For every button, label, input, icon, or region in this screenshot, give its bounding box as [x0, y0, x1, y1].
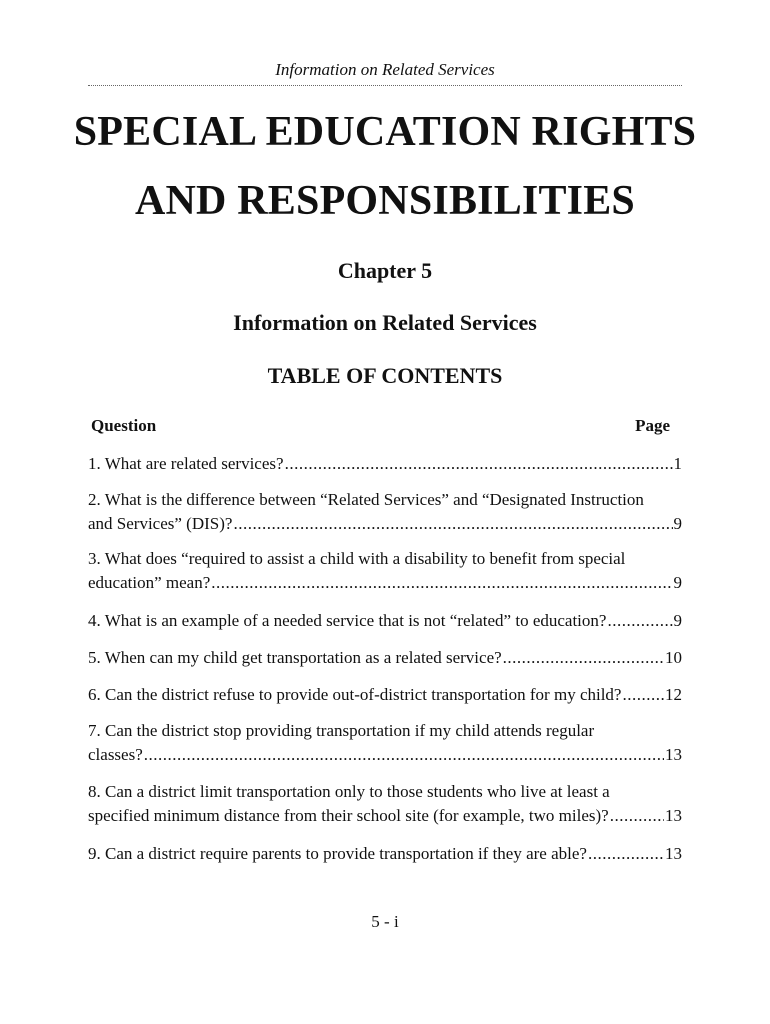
- toc-entry-line: [88, 571, 682, 595]
- header-divider: [88, 85, 682, 86]
- toc-entry-6[interactable]: [88, 683, 682, 707]
- toc-entry-page: 13: [665, 745, 682, 764]
- toc-leader-dots: [503, 646, 664, 670]
- toc-entry-page: 1: [673, 454, 682, 473]
- toc-entry-line: [88, 609, 682, 633]
- toc-entry-text-cont: education” mean?: [88, 573, 211, 592]
- toc-entry-line: [88, 646, 682, 670]
- toc-entry-text: 1. What are related services?: [88, 454, 284, 473]
- toc-leader-dots: [610, 804, 664, 828]
- toc-leader-dots: [588, 842, 664, 866]
- toc-entry-text: 9. Can a district require parents to provide transportation if they are able?: [88, 844, 587, 863]
- toc-entry-text-cont: specified minimum distance from their school site (for example, two miles)?: [88, 806, 609, 825]
- toc-entry-5[interactable]: [88, 646, 682, 670]
- toc-entry-line: [88, 842, 682, 866]
- toc-entry-text: 6. Can the district refuse to provide out-of-district transportation for my child?: [88, 685, 622, 704]
- toc-entry-line: [88, 452, 682, 476]
- toc-entry-line: [88, 683, 682, 707]
- toc-entry-text: 3. What does “required to assist a child with a disability to benefit from special: [88, 549, 626, 568]
- toc-entry-page: 9: [673, 573, 682, 592]
- toc-entry-4[interactable]: [88, 609, 682, 633]
- toc-entry-text: 4. What is an example of a needed service that is not “related” to education?: [88, 611, 607, 630]
- toc-entry-page: 13: [665, 844, 682, 863]
- running-header: Information on Related Services: [275, 60, 495, 79]
- chapter-subtitle: Information on Related Services: [233, 310, 537, 335]
- toc-entry-page: 9: [673, 611, 682, 630]
- toc-entry-page: 9: [673, 514, 682, 533]
- toc-question-column-header: Question: [91, 416, 157, 435]
- toc-entry-1[interactable]: [88, 452, 682, 476]
- toc-leader-dots: [622, 683, 664, 707]
- toc-entry-9[interactable]: [88, 842, 682, 866]
- toc-entry-2[interactable]: [88, 488, 682, 536]
- toc-entry-page: 12: [665, 685, 682, 704]
- toc-entry-text-cont: classes?: [88, 745, 143, 764]
- toc-entry-text: 8. Can a district limit transportation only to those students who live at least a: [88, 782, 610, 801]
- toc-leader-dots: [144, 743, 664, 767]
- toc-entry-text-cont: and Services” (DIS)?: [88, 514, 233, 533]
- toc-entry-7[interactable]: [88, 719, 682, 767]
- toc-heading: TABLE OF CONTENTS: [267, 363, 503, 388]
- page-number-footer: 5 - i: [371, 912, 399, 931]
- chapter-heading: Chapter 5: [337, 258, 433, 283]
- toc-entry-text: 7. Can the district stop providing transportation if my child attends regular: [88, 721, 595, 740]
- toc-entry-3[interactable]: [88, 547, 682, 595]
- toc-leader-dots: [233, 512, 672, 536]
- toc-entry-page: 10: [665, 648, 682, 667]
- toc-leader-dots: [607, 609, 672, 633]
- toc-entry-line: [88, 512, 682, 536]
- document-title-line-2: AND RESPONSIBILITIES: [134, 178, 635, 224]
- document-title-line-1: SPECIAL EDUCATION RIGHTS: [73, 109, 697, 155]
- toc-entry-8[interactable]: [88, 780, 682, 828]
- toc-entry-page: 13: [665, 806, 682, 825]
- toc-page-column-header: Page: [635, 416, 670, 435]
- toc-leader-dots: [285, 452, 673, 476]
- toc-entry-text: 2. What is the difference between “Related Services” and “Designated Instruction: [88, 490, 644, 509]
- toc-entry-text: 5. When can my child get transportation as a related service?: [88, 648, 502, 667]
- toc-leader-dots: [211, 571, 672, 595]
- toc-entry-line: [88, 743, 682, 767]
- toc-entry-line: [88, 804, 682, 828]
